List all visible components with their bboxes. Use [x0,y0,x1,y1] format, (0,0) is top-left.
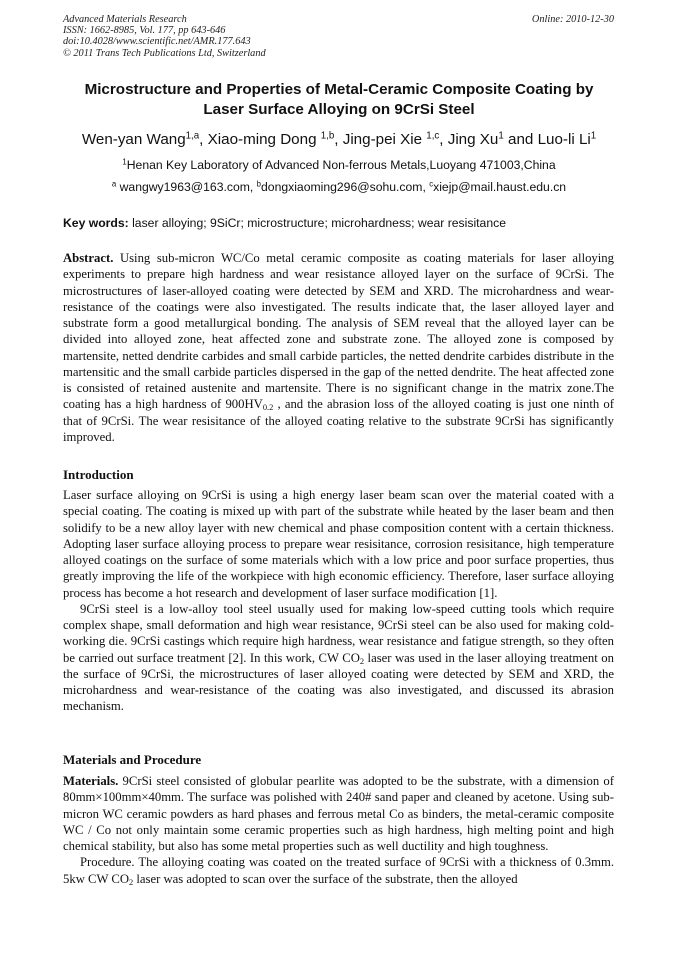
author-list [30,130,648,149]
procedure-text-1: Procedure. The alloying coating was coated on the treated surface of 9CrSi with a thickness of 0.3mm. 5kw CW CO [63,855,614,886]
author-separator: , [334,131,343,148]
procedure-subscript: 2 [129,877,134,887]
journal-name: Advanced Materials Research [63,14,187,25]
paper-title [40,80,638,119]
introduction-p2-text-2: laser was used in the laser alloying treatment on the surface of 9CrSi, the microstructures of laser alloyed coating were detected by SEM and XRD, the microhardness and wear-resistance of the coating was also investigated, and discussed its abrasion mechanism. [63,650,614,714]
author-name: Luo-li Li [537,131,591,148]
author-emails [30,179,648,195]
affiliation-mark: 1 [122,157,127,167]
email-b: dongxiaoming296@sohu.com, [261,180,430,194]
introduction-section [63,487,614,715]
procedure-paragraph [63,854,614,887]
author-separator: and [503,131,538,148]
keywords-text: laser alloying; 9SiCr; microstructure; microhardness; wear resisitance [128,216,506,230]
email-mark-b: b [256,179,262,189]
introduction-paragraph-2 [63,601,614,715]
materials-paragraph-1 [63,773,614,854]
author-separator: , [199,131,208,148]
affiliation-text: Henan Key Laboratory of Advanced Non-ferrous Metals,Luoyang 471003,China [126,158,556,172]
journal-header [63,14,266,59]
keywords [63,215,623,231]
author-name: Jing-pei Xie [342,131,427,148]
author-name: Wen-yan Wang [81,131,186,148]
journal-doi: doi:10.4028/www.scientific.net/AMR.177.643 [63,36,251,48]
author-affiliation-mark: 1 [498,130,504,142]
introduction-p2-subscript: 2 [359,656,365,666]
introduction-paragraph-1: Laser surface alloying on 9CrSi is using a high energy laser beam scan over the material coated with a special coating. The coating is mixed up with part of the substrate while heated by the laser beam and then solidify to be a new alloy layer with new chemical and phase composition content with a certain thickness. Adopting laser surface alloying process to prepare wear resisitance, corrosion resisitance, high temperature alloyed coatings on the surface of some materials which with a low price and poor surface properties, thus greatly improving the life of the workpiece with high economic efficiency. Therefore, laser surface alloying process has become a hot research and development of laser surface modification [1]. [63,488,614,600]
materials-p1-text: 9CrSi steel consisted of globular pearlite was adopted to be the substrate, with a dimension of 80mm×100mm×40mm. The surface was polished with 240# sand paper and cleaned by acetone. Using sub-micron WC ceramic powders as hard phases and ferrous metal Co as binders, the metal-ceramic composite WC / Co not only maintain some ceramic properties such as high hardness, high melting point and high chemical stability, but also has some metal properties such as well ductility and high toughness. [63,774,614,853]
abstract-paragraph [63,250,614,445]
email-mark-a: a [111,179,117,189]
title-line-1: Microstructure and Properties of Metal-Ceramic Composite Coating by [84,81,594,98]
materials-label: Materials. [63,774,119,788]
email-a: wangwy1963@163.com, [119,180,257,194]
introduction-heading: Introduction [63,467,134,482]
author-affiliation-mark: 1,a [185,130,200,142]
author-affiliation-mark: 1,b [320,130,335,142]
email-c: xiejp@mail.haust.edu.cn [433,180,567,194]
author-affiliation-mark: 1,c [426,130,440,142]
author-name: Jing Xu [447,131,499,148]
abstract-label: Abstract. [63,251,114,265]
author-separator: , [439,131,448,148]
abstract-text-2: , and the abrasion loss of the alloyed coating is just one ninth of that of 9CrSi. The wear resisitance of the alloyed coating relative to the substrate 9CrSi has significantly improved. [63,397,614,444]
introduction-p2-text-1: 9CrSi steel is a low-alloy tool steel usually used for making low-speed cutting tools which require complex shape, small deformation and high wear resistance, 9CrSi steel can be also used for making cold-working die. 9CrSi castings which require high hardness, wear resistance and fatigue strength, so they often be carried out surface treatment [2]. In this work, CW CO [63,601,614,665]
keywords-label: Key words: [63,216,129,230]
affiliation [30,157,648,173]
abstract-text-1: Using sub-micron WC/Co metal ceramic composite as coating materials for laser alloying experiments to prepare high hardness and wear resistance alloyed layer on the surface of 9CrSi. The microstructures of laser-alloyed coating were detected by SEM and XRD. The microhardness and wear-resistance of the coatings were also investigated. The results indicate that, the laser alloyed layer and substrate form a good metallurgical bonding. The analysis of SEM reveal that the alloyed layer can be divided into alloyed zone, heat affected zone and substrate zone. The alloyed zone is composed by martensite, netted dendrite carbides and small carbide particles, the netted dendrite carbides distribute in the martensitic and the small carbide particles dispersed in the gap of the netted dendrite. The heat affected zone is consisted of retained austenite and martensite. There is no significant change in the matrix zone.The coating has a high hardness of 900HV [63,251,614,412]
journal-copyright: © 2011 Trans Tech Publications Ltd, Switzerland [63,47,266,59]
journal-issn: ISSN: 1662-8985, Vol. 177, pp 643-646 [63,25,226,37]
abstract-subscript: 0.2 [262,403,274,413]
abstract [63,250,614,445]
materials-section [63,773,614,887]
author-name: Xiao-ming Dong [207,131,321,148]
email-mark-c: c [429,179,434,189]
title-line-2: Laser Surface Alloying on 9CrSi Steel [203,100,475,118]
online-date: Online: 2010-12-30 [531,14,614,25]
materials-heading: Materials and Procedure [63,752,202,767]
author-affiliation-mark: 1 [590,130,597,142]
procedure-text-2: laser was adopted to scan over the surface of the substrate, then the alloyed [133,871,518,886]
